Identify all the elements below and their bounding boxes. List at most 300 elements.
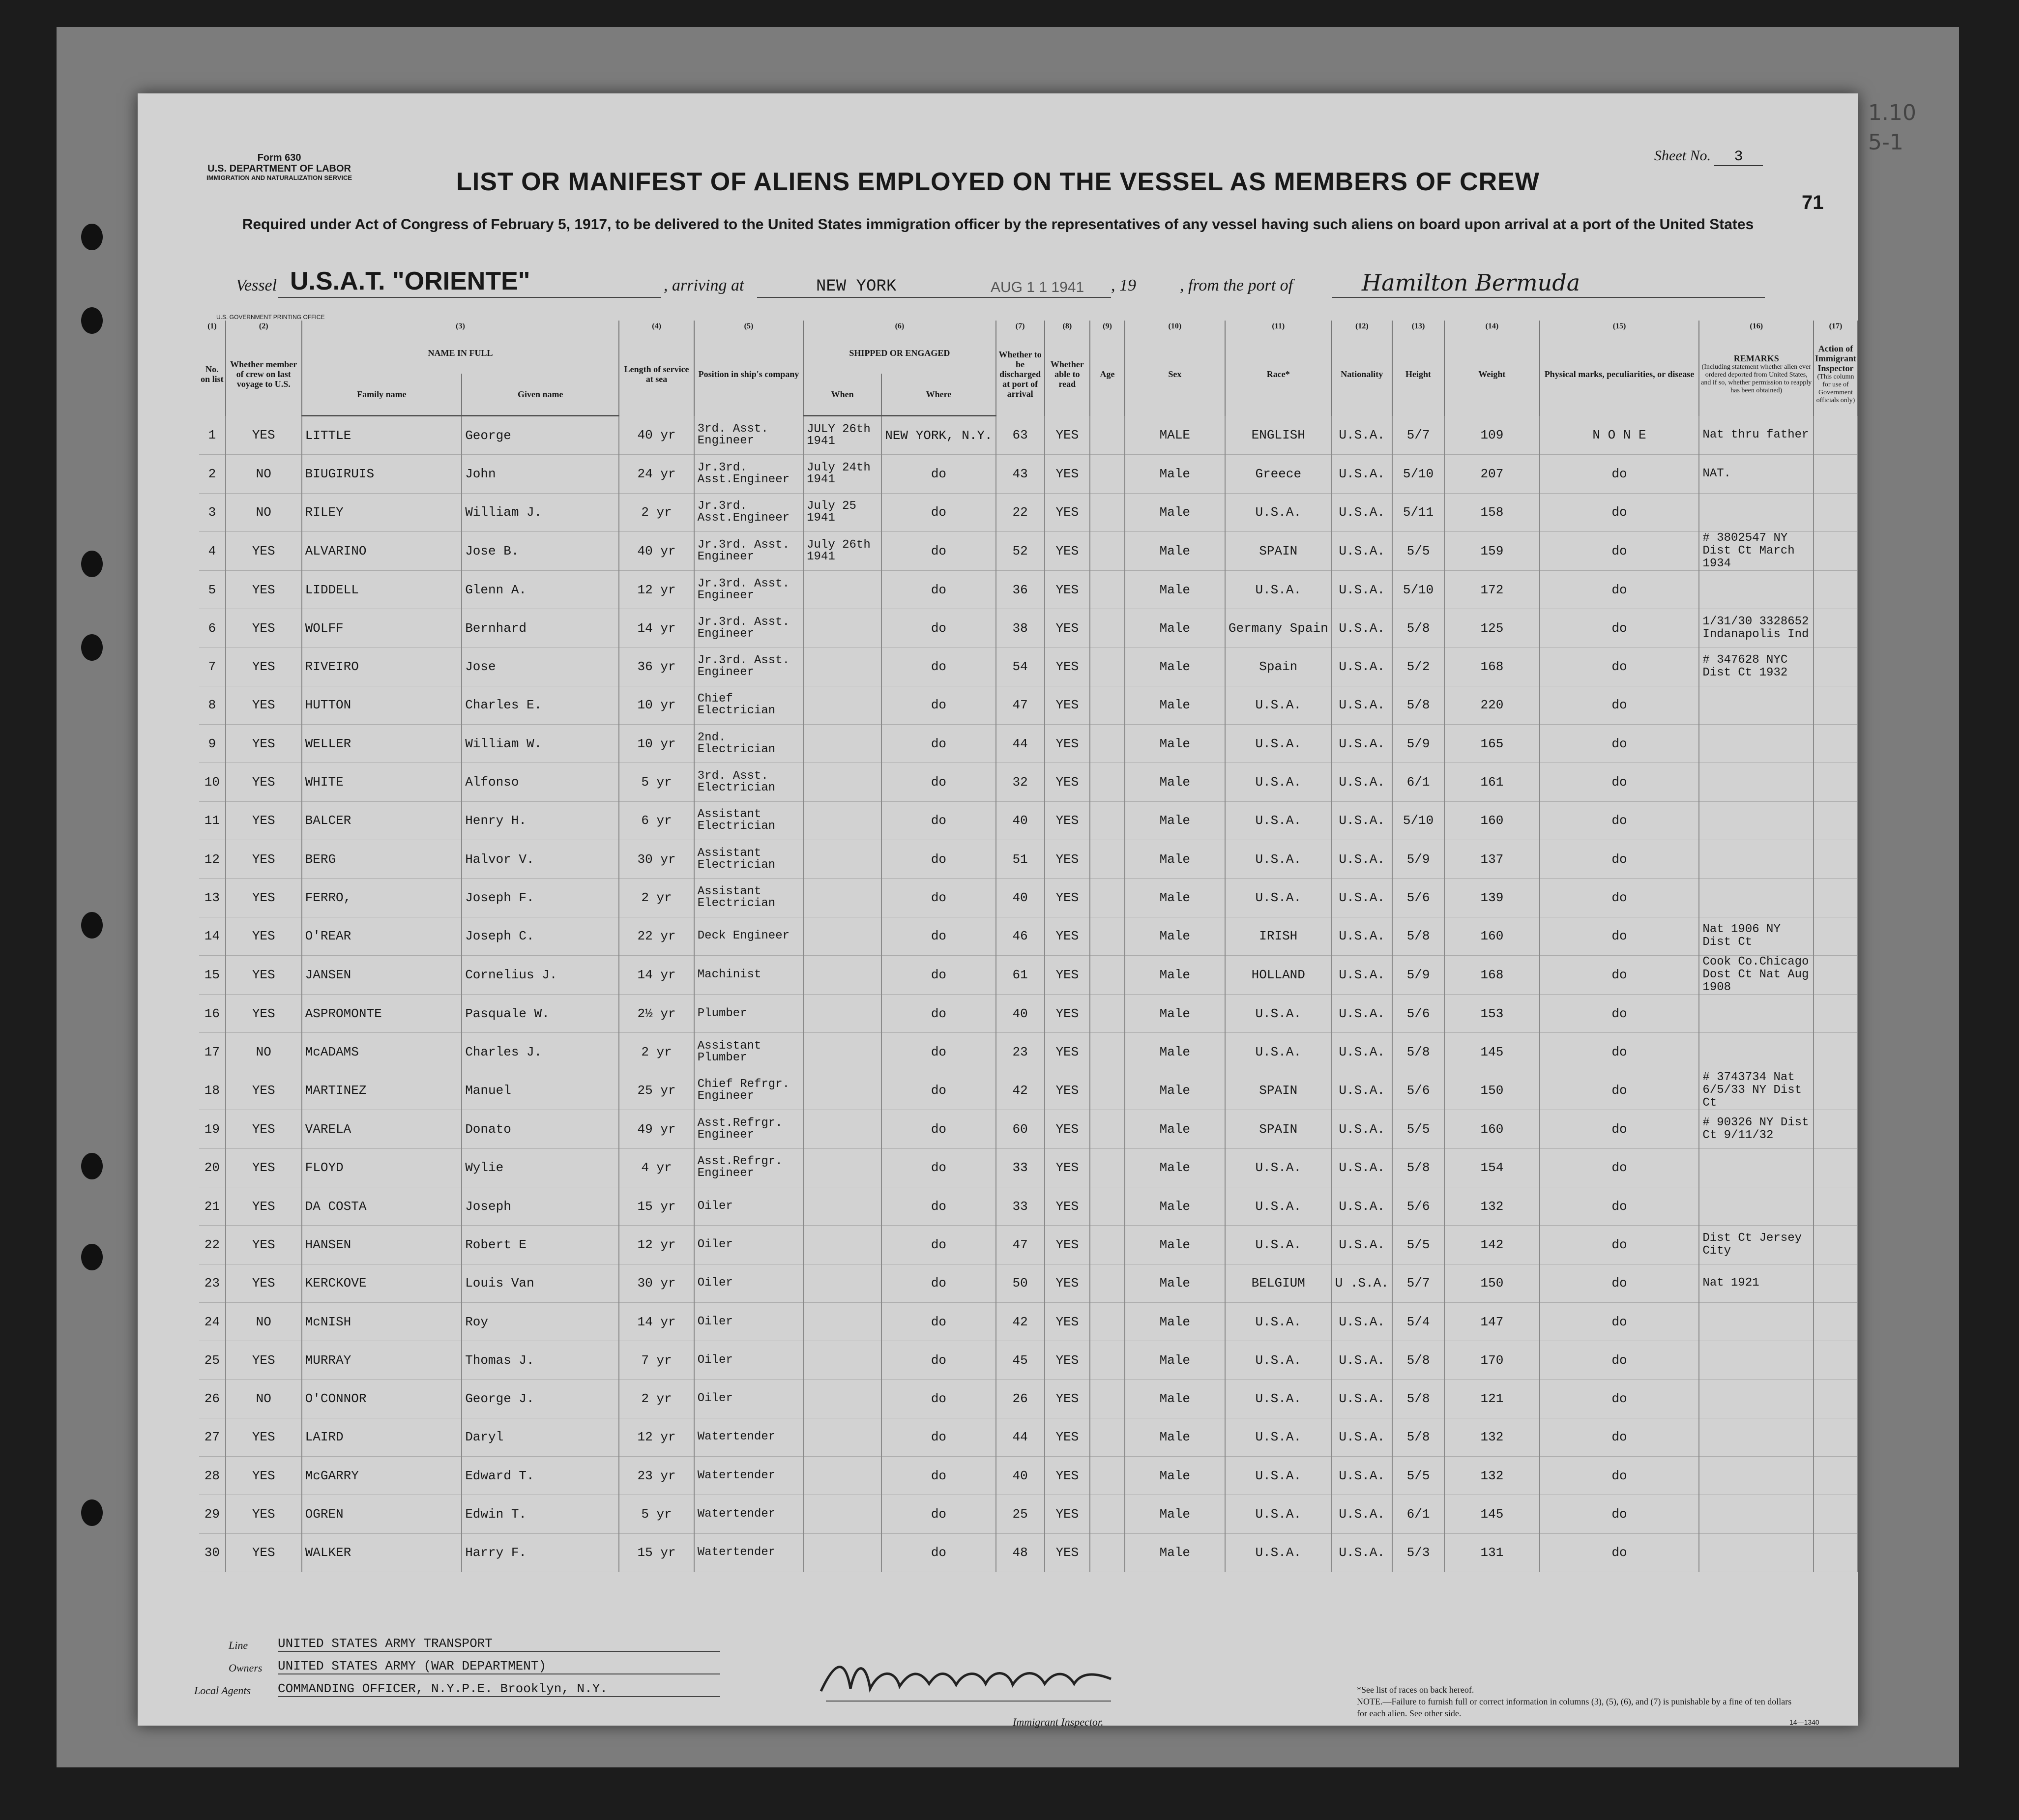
last-voyage-cell: NO (226, 1033, 302, 1071)
crew-row (199, 801, 1858, 840)
remarks-cell (1699, 1148, 1814, 1187)
able-to-read-cell: YES (1045, 1302, 1090, 1341)
shipped-where-cell: do (881, 1533, 995, 1572)
crew-row (199, 994, 1858, 1032)
age-cell (1090, 1187, 1125, 1226)
physical-marks-cell: do (1540, 1110, 1699, 1148)
given-name-cell: Cornelius J. (462, 955, 619, 994)
shipped-when-cell (803, 801, 881, 840)
last-voyage-cell: YES (226, 725, 302, 763)
agents-label: Local Agents (194, 1684, 251, 1697)
row-number-cell: 17 (199, 1033, 226, 1071)
family-name-cell: McADAMS (302, 1033, 462, 1071)
remarks-cell (1699, 1418, 1814, 1456)
last-voyage-cell: YES (226, 1418, 302, 1456)
last-voyage-cell: YES (226, 879, 302, 917)
crew-row (199, 1071, 1858, 1110)
shipped-when-cell (803, 1495, 881, 1533)
row-number-cell: 5 (199, 570, 226, 609)
binder-hole (81, 224, 103, 250)
crew-row (199, 455, 1858, 493)
row-number-cell: 19 (199, 1110, 226, 1148)
nationality-cell: U.S.A. (1332, 1533, 1392, 1572)
remarks-cell (1699, 801, 1814, 840)
physical-marks-cell: do (1540, 1457, 1699, 1495)
height-cell: 6/1 (1392, 763, 1444, 801)
discharge-value-cell: 51 (996, 840, 1045, 878)
age-cell (1090, 840, 1125, 878)
height-cell: 5/8 (1392, 1380, 1444, 1418)
last-voyage-cell: YES (226, 917, 302, 955)
document-title: LIST OR MANIFEST OF ALIENS EMPLOYED ON THE VESSEL AS MEMBERS OF CREW (456, 168, 1540, 196)
crew-row (199, 1110, 1858, 1148)
sex-cell: Male (1125, 609, 1225, 647)
inspector-action-cell (1814, 1071, 1858, 1110)
weight-cell: 132 (1444, 1418, 1539, 1456)
weight-cell: 168 (1444, 647, 1539, 686)
age-cell (1090, 763, 1125, 801)
race-cell: U.S.A. (1225, 994, 1332, 1032)
service-length-cell: 40 yr (619, 531, 694, 570)
crew-row (199, 493, 1858, 531)
nationality-cell: U.S.A. (1332, 725, 1392, 763)
shipped-where-cell: do (881, 686, 995, 724)
inspector-action-cell (1814, 840, 1858, 878)
race-cell: U.S.A. (1225, 1148, 1332, 1187)
remarks-cell: Cook Co.Chicago Dost Ct Nat Aug 1908 (1699, 955, 1814, 994)
inspector-action-cell (1814, 1302, 1858, 1341)
vessel-line (172, 265, 1794, 300)
shipped-when-cell (803, 955, 881, 994)
service-length-cell: 25 yr (619, 1071, 694, 1110)
race-cell: U.S.A. (1225, 1380, 1332, 1418)
given-name-cell: Daryl (462, 1418, 619, 1456)
sex-cell: MALE (1125, 416, 1225, 455)
able-to-read-cell: YES (1045, 879, 1090, 917)
weight-cell: 220 (1444, 686, 1539, 724)
able-to-read-cell: YES (1045, 1341, 1090, 1380)
inspector-action-cell (1814, 531, 1858, 570)
inspector-action-cell (1814, 647, 1858, 686)
nationality-cell: U.S.A. (1332, 994, 1392, 1032)
shipped-when-cell (803, 840, 881, 878)
family-name-cell: MARTINEZ (302, 1071, 462, 1110)
weight-cell: 131 (1444, 1533, 1539, 1572)
family-name-cell: McGARRY (302, 1457, 462, 1495)
discharge-value-cell: 33 (996, 1187, 1045, 1226)
position-cell: Watertender (694, 1418, 803, 1456)
printer-note: U.S. GOVERNMENT PRINTING OFFICE (216, 314, 325, 321)
header-family-name: Family name (302, 374, 462, 416)
shipped-when-cell (803, 1418, 881, 1456)
race-cell: IRISH (1225, 917, 1332, 955)
nationality-cell: U.S.A. (1332, 1226, 1392, 1264)
inspector-action-cell (1814, 917, 1858, 955)
remarks-cell (1699, 1302, 1814, 1341)
shipped-when-cell (803, 1533, 881, 1572)
race-cell: U.S.A. (1225, 1533, 1332, 1572)
header-race: Race* (1225, 332, 1332, 416)
column-number: (11) (1225, 321, 1332, 332)
crew-row (199, 1533, 1858, 1572)
shipped-when-cell (803, 763, 881, 801)
crew-row (199, 1495, 1858, 1533)
footnote-penalty: NOTE.—Failure to furnish full or correct information in columns (3), (5), (6), and (7) is punishable by a fine of ten dollars for each alien. See other side. (1357, 1697, 1792, 1718)
nationality-cell: U.S.A. (1332, 879, 1392, 917)
age-cell (1090, 416, 1125, 455)
last-voyage-cell: YES (226, 994, 302, 1032)
race-cell: U.S.A. (1225, 1418, 1332, 1456)
inspector-action-cell (1814, 570, 1858, 609)
remarks-cell (1699, 994, 1814, 1032)
column-number: (13) (1392, 321, 1444, 332)
race-cell: U.S.A. (1225, 1457, 1332, 1495)
physical-marks-cell: do (1540, 570, 1699, 609)
physical-marks-cell: do (1540, 1418, 1699, 1456)
shipped-when-cell (803, 570, 881, 609)
shipped-where-cell: do (881, 1110, 995, 1148)
shipped-where-cell: do (881, 1148, 995, 1187)
shipped-where-cell: do (881, 994, 995, 1032)
age-cell (1090, 570, 1125, 609)
sex-cell: Male (1125, 801, 1225, 840)
race-cell: SPAIN (1225, 1071, 1332, 1110)
shipped-when-cell (803, 1380, 881, 1418)
last-voyage-cell: YES (226, 647, 302, 686)
position-cell: Machinist (694, 955, 803, 994)
weight-cell: 160 (1444, 917, 1539, 955)
remarks-cell (1699, 879, 1814, 917)
row-number-cell: 13 (199, 879, 226, 917)
inspector-signature (816, 1649, 1131, 1708)
family-name-cell: WALKER (302, 1533, 462, 1572)
action-title: Action of Immigrant Inspector (1815, 343, 1857, 373)
able-to-read-cell: YES (1045, 994, 1090, 1032)
shipped-where-cell: do (881, 801, 995, 840)
given-name-cell: Joseph (462, 1187, 619, 1226)
nationality-cell: U.S.A. (1332, 840, 1392, 878)
shipped-where-cell: do (881, 531, 995, 570)
able-to-read-cell: YES (1045, 1495, 1090, 1533)
column-number: (10) (1125, 321, 1225, 332)
discharge-value-cell: 25 (996, 1495, 1045, 1533)
footnotes (1357, 1684, 1799, 1719)
crew-row (199, 570, 1858, 609)
inspector-action-cell (1814, 1341, 1858, 1380)
given-name-cell: Pasquale W. (462, 994, 619, 1032)
header-last-voyage: Whether member of crew on last voyage to U.S. (226, 332, 302, 416)
shipped-when-cell (803, 1457, 881, 1495)
header-given-name: Given name (462, 374, 619, 416)
row-number-cell: 29 (199, 1495, 226, 1533)
able-to-read-cell: YES (1045, 725, 1090, 763)
shipped-where-cell: do (881, 647, 995, 686)
shipped-where-cell: do (881, 1033, 995, 1071)
family-name-cell: HANSEN (302, 1226, 462, 1264)
sex-cell: Male (1125, 686, 1225, 724)
weight-cell: 165 (1444, 725, 1539, 763)
given-name-cell: Edwin T. (462, 1495, 619, 1533)
header-when: When (803, 374, 881, 416)
height-cell: 5/5 (1392, 1110, 1444, 1148)
height-cell: 6/1 (1392, 1495, 1444, 1533)
header-physical-marks: Physical marks, peculiarities, or disease (1540, 332, 1699, 416)
last-voyage-cell: YES (226, 1071, 302, 1110)
given-name-cell: Joseph F. (462, 879, 619, 917)
row-number-cell: 25 (199, 1341, 226, 1380)
family-name-cell: VARELA (302, 1110, 462, 1148)
nationality-cell: U.S.A. (1332, 917, 1392, 955)
able-to-read-cell: YES (1045, 1148, 1090, 1187)
given-name-cell: Halvor V. (462, 840, 619, 878)
weight-cell: 132 (1444, 1457, 1539, 1495)
able-to-read-cell: YES (1045, 1533, 1090, 1572)
discharge-value-cell: 54 (996, 647, 1045, 686)
height-cell: 5/4 (1392, 1302, 1444, 1341)
crew-row (199, 531, 1858, 570)
inspector-action-cell (1814, 1495, 1858, 1533)
shipped-when-cell (803, 686, 881, 724)
height-cell: 5/3 (1392, 1533, 1444, 1572)
last-voyage-cell: YES (226, 531, 302, 570)
race-cell: U.S.A. (1225, 879, 1332, 917)
shipped-where-cell: do (881, 840, 995, 878)
discharge-value-cell: 47 (996, 686, 1045, 724)
position-cell: Chief Refrgr. Engineer (694, 1071, 803, 1110)
race-cell: U.S.A. (1225, 1341, 1332, 1380)
inspector-label: Immigrant Inspector. (1013, 1716, 1104, 1728)
arriving-label: , arriving at (664, 276, 744, 294)
service-length-cell: 12 yr (619, 1418, 694, 1456)
service-length-cell: 15 yr (619, 1533, 694, 1572)
crew-row (199, 840, 1858, 878)
position-cell: Jr.3rd. Asst. Engineer (694, 647, 803, 686)
column-number: (8) (1045, 321, 1090, 332)
last-voyage-cell: YES (226, 1148, 302, 1187)
able-to-read-cell: YES (1045, 493, 1090, 531)
given-name-cell: William J. (462, 493, 619, 531)
crew-row (199, 1033, 1858, 1071)
physical-marks-cell: do (1540, 917, 1699, 955)
discharge-value-cell: 22 (996, 493, 1045, 531)
race-cell: SPAIN (1225, 531, 1332, 570)
sex-cell: Male (1125, 994, 1225, 1032)
last-voyage-cell: NO (226, 455, 302, 493)
position-cell: Oiler (694, 1187, 803, 1226)
last-voyage-cell: YES (226, 1187, 302, 1226)
nationality-cell: U.S.A. (1332, 1380, 1392, 1418)
shipped-where-cell: do (881, 725, 995, 763)
position-cell: Oiler (694, 1302, 803, 1341)
able-to-read-cell: YES (1045, 801, 1090, 840)
service-length-cell: 22 yr (619, 917, 694, 955)
family-name-cell: JANSEN (302, 955, 462, 994)
column-number-row (199, 321, 1858, 332)
last-voyage-cell: YES (226, 1533, 302, 1572)
height-cell: 5/8 (1392, 1341, 1444, 1380)
able-to-read-cell: YES (1045, 917, 1090, 955)
given-name-cell: Louis Van (462, 1264, 619, 1302)
given-name-cell: Robert E (462, 1226, 619, 1264)
service-length-cell: 2 yr (619, 493, 694, 531)
family-name-cell: WOLFF (302, 609, 462, 647)
family-name-cell: DA COSTA (302, 1187, 462, 1226)
physical-marks-cell: do (1540, 455, 1699, 493)
given-name-cell: Thomas J. (462, 1341, 619, 1380)
last-voyage-cell: NO (226, 1302, 302, 1341)
weight-cell: 158 (1444, 493, 1539, 531)
age-cell (1090, 917, 1125, 955)
last-voyage-cell: YES (226, 1226, 302, 1264)
family-name-cell: RILEY (302, 493, 462, 531)
race-cell: BELGIUM (1225, 1264, 1332, 1302)
inspector-action-cell (1814, 763, 1858, 801)
position-cell: Jr.3rd. Asst.Engineer (694, 455, 803, 493)
footnote-races: *See list of races on back hereof. (1357, 1685, 1474, 1695)
sheet-number-value: 3 (1714, 148, 1762, 166)
position-cell: Chief Electrician (694, 686, 803, 724)
from-label: , from the port of (1180, 276, 1293, 294)
shipped-where-cell: do (881, 570, 995, 609)
given-name-cell: Jose B. (462, 531, 619, 570)
margin-note: 5-1 (1868, 130, 1903, 155)
age-cell (1090, 1533, 1125, 1572)
family-name-cell: OGREN (302, 1495, 462, 1533)
sex-cell: Male (1125, 1226, 1225, 1264)
inspector-action-cell (1814, 801, 1858, 840)
nationality-cell: U.S.A. (1332, 955, 1392, 994)
inspector-action-cell (1814, 1457, 1858, 1495)
discharge-value-cell: 52 (996, 531, 1045, 570)
service-length-cell: 24 yr (619, 455, 694, 493)
last-voyage-cell: YES (226, 570, 302, 609)
nationality-cell: U.S.A. (1332, 455, 1392, 493)
last-voyage-cell: YES (226, 763, 302, 801)
height-cell: 5/5 (1392, 1457, 1444, 1495)
race-cell: U.S.A. (1225, 840, 1332, 878)
position-cell: Jr.3rd. Asst. Engineer (694, 531, 803, 570)
inspector-action-cell (1814, 416, 1858, 455)
shipped-where-cell: do (881, 1380, 995, 1418)
shipped-when-cell (803, 1071, 881, 1110)
race-cell: Germany Spain (1225, 609, 1332, 647)
able-to-read-cell: YES (1045, 570, 1090, 609)
form-service: IMMIGRATION AND NATURALIZATION SERVICE (206, 174, 352, 181)
able-to-read-cell: YES (1045, 455, 1090, 493)
sex-cell: Male (1125, 493, 1225, 531)
weight-cell: 170 (1444, 1341, 1539, 1380)
form-department: U.S. DEPARTMENT OF LABOR (207, 163, 351, 174)
age-cell (1090, 1302, 1125, 1341)
race-cell: U.S.A. (1225, 763, 1332, 801)
binder-hole (81, 1244, 103, 1270)
last-voyage-cell: YES (226, 955, 302, 994)
shipped-where-cell: do (881, 879, 995, 917)
family-name-cell: O'REAR (302, 917, 462, 955)
position-cell: Jr.3rd. Asst. Engineer (694, 609, 803, 647)
shipped-where-cell: do (881, 1187, 995, 1226)
weight-cell: 145 (1444, 1033, 1539, 1071)
able-to-read-cell: YES (1045, 686, 1090, 724)
weight-cell: 168 (1444, 955, 1539, 994)
given-name-cell: Edward T. (462, 1457, 619, 1495)
given-name-cell: Glenn A. (462, 570, 619, 609)
able-to-read-cell: YES (1045, 1457, 1090, 1495)
last-voyage-cell: YES (226, 416, 302, 455)
column-number: (17) (1814, 321, 1858, 332)
weight-cell: 160 (1444, 1110, 1539, 1148)
discharge-value-cell: 44 (996, 1418, 1045, 1456)
row-number-cell: 9 (199, 725, 226, 763)
nationality-cell: U.S.A. (1332, 1495, 1392, 1533)
crew-row (199, 1226, 1858, 1264)
service-length-cell: 30 yr (619, 1264, 694, 1302)
race-cell: U.S.A. (1225, 1033, 1332, 1071)
physical-marks-cell: do (1540, 493, 1699, 531)
age-cell (1090, 994, 1125, 1032)
shipped-where-cell: do (881, 1457, 995, 1495)
age-cell (1090, 879, 1125, 917)
last-voyage-cell: YES (226, 1495, 302, 1533)
height-cell: 5/8 (1392, 1418, 1444, 1456)
shipped-where-cell: do (881, 1226, 995, 1264)
race-cell: SPAIN (1225, 1110, 1332, 1148)
position-cell: Assistant Electrician (694, 840, 803, 878)
row-number-cell: 30 (199, 1533, 226, 1572)
remarks-cell (1699, 763, 1814, 801)
service-length-cell: 5 yr (619, 1495, 694, 1533)
shipped-when-cell (803, 725, 881, 763)
weight-cell: 142 (1444, 1226, 1539, 1264)
family-name-cell: KERCKOVE (302, 1264, 462, 1302)
service-length-cell: 14 yr (619, 609, 694, 647)
height-cell: 5/5 (1392, 1226, 1444, 1264)
age-cell (1090, 1071, 1125, 1110)
family-name-cell: McNISH (302, 1302, 462, 1341)
discharge-value-cell: 61 (996, 955, 1045, 994)
shipped-when-cell (803, 1187, 881, 1226)
weight-cell: 172 (1444, 570, 1539, 609)
sex-cell: Male (1125, 1341, 1225, 1380)
remarks-note: (Including statement whether alien ever ordered deported from United States, and if so, whether permission to reapply has been obtained) (1701, 363, 1812, 394)
header-position: Position in ship's company (694, 332, 803, 416)
binder-hole (81, 1153, 103, 1179)
nationality-cell: U.S.A. (1332, 1341, 1392, 1380)
crew-row (199, 879, 1858, 917)
service-length-cell: 14 yr (619, 955, 694, 994)
physical-marks-cell: do (1540, 531, 1699, 570)
row-number-cell: 4 (199, 531, 226, 570)
page-number: 71 (1802, 192, 1824, 213)
shipped-where-cell: do (881, 763, 995, 801)
service-length-cell: 7 yr (619, 1341, 694, 1380)
physical-marks-cell: do (1540, 725, 1699, 763)
column-number: (3) (302, 321, 619, 332)
nationality-cell: U.S.A. (1332, 686, 1392, 724)
age-cell (1090, 955, 1125, 994)
column-number: (16) (1699, 321, 1814, 332)
last-voyage-cell: YES (226, 1457, 302, 1495)
position-cell: Plumber (694, 994, 803, 1032)
shipped-when-cell (803, 1264, 881, 1302)
age-cell (1090, 1457, 1125, 1495)
agents-value: COMMANDING OFFICER, N.Y.P.E. Brooklyn, N.Y. (278, 1681, 720, 1697)
header-where: Where (881, 374, 995, 416)
family-name-cell: BALCER (302, 801, 462, 840)
nationality-cell: U.S.A. (1332, 1187, 1392, 1226)
crew-row (199, 917, 1858, 955)
row-number-cell: 7 (199, 647, 226, 686)
